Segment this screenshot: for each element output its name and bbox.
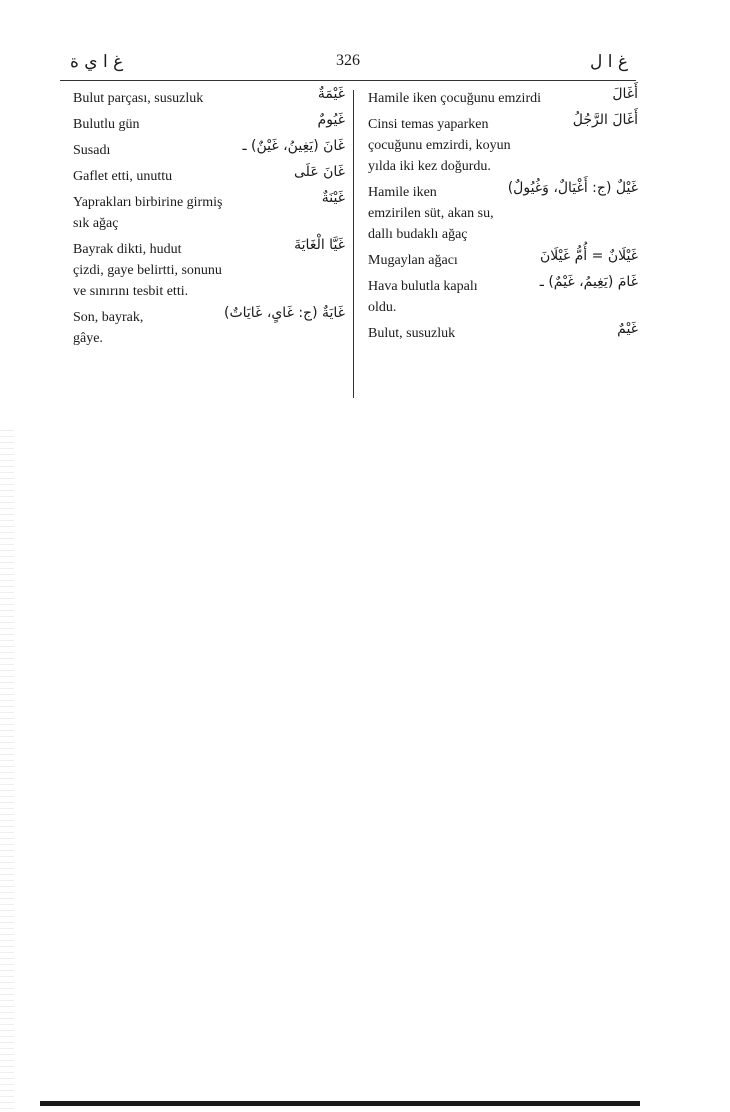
arabic-headword: غَيْلٌ (ج: أَغْيَالٌ، وَغُيُولٌ) [507,180,638,196]
definition-line: yılda iki kez doğurdu. [368,159,491,174]
definition-line: Bayrak dikti, hudut [73,242,182,257]
column-divider [353,90,354,398]
definition-line: Hava bulutla kapalı [368,279,478,294]
scan-edge-artifact [0,430,14,1112]
arabic-headword: غَايَةٌ (ج: غَاىٍ، غَايَاتٌ) [223,305,345,321]
arabic-headword: غَيْمٌ [617,321,638,337]
dictionary-entry [73,239,345,302]
dictionary-entry [368,276,638,318]
arabic-headword: غَيْمَةٌ [317,86,345,102]
scan-bottom-edge [40,1101,640,1106]
definition-line: gâye. [73,331,103,346]
definition-line: dallı budaklı ağaç [368,227,468,242]
definition-line: Cinsi temas yaparken [368,117,489,132]
definition-line: Bulut parçası, susuzluk [73,91,204,106]
arabic-headword: غَامَ (يَغِيمُ، غَيْمٌ) ـ [539,274,638,290]
dictionary-entry [368,250,638,271]
arabic-headword: غَانَ (يَغِينُ، غَيْنٌ) ـ [242,138,345,154]
definition-line: Hamile iken [368,185,437,200]
arabic-headword: غَيْلَانٌ = أُمُّ غَيْلَانَ [540,248,638,264]
definition-line: Bulutlu gün [73,117,140,132]
dictionary-entry [73,166,345,187]
dictionary-entry [73,192,345,234]
dictionary-entry [73,114,345,135]
definition-line: emzirilen süt, akan su, [368,206,494,221]
definition-line: çocuğunu emzirdi, koyun [368,138,511,153]
left-column [73,88,345,354]
dictionary-entry [368,114,638,177]
definition-line: Son, bayrak, [73,310,144,325]
dictionary-entry [73,307,345,349]
dictionary-entry [368,88,638,109]
dictionary-entry [368,182,638,245]
page-header [60,52,636,78]
definition-line: Yaprakları birbirine girmiş [73,195,223,210]
arabic-headword: أَغَالَ [612,86,638,102]
definition-line: ve sınırını tesbit etti. [73,284,189,299]
dictionary-entry [73,88,345,109]
dictionary-entry [73,140,345,161]
header-rule [60,80,636,81]
arabic-headword: أَغَالَ الرَّجُلُ [572,112,638,128]
definition-line: Gaflet etti, unuttu [73,169,173,184]
dictionary-entry [368,323,638,344]
definition-line: Mugaylan ağacı [368,253,458,268]
arabic-headword: غَيُومٌ [317,112,345,128]
definition-line: sık ağaç [73,216,119,231]
definition-line: Hamile iken çocuğunu emzirdi [368,91,541,106]
page-number: 326 [336,52,360,69]
definition-line: Bulut, susuzluk [368,326,456,341]
arabic-headword: غَيَّا الْغَايَةَ [294,237,345,253]
arabic-headword: غَيْنَةٌ [321,190,345,206]
definition-line: çizdi, gaye belirtti, sonunu [73,263,222,278]
right-column [368,88,638,349]
definition-line: Susadı [73,143,111,158]
definition-line: oldu. [368,300,397,315]
arabic-headword: غَانَ عَلَى [294,164,345,180]
header-right-letters: غ ا ل [589,52,628,72]
header-left-letters: غ ا ي ة [70,52,124,72]
